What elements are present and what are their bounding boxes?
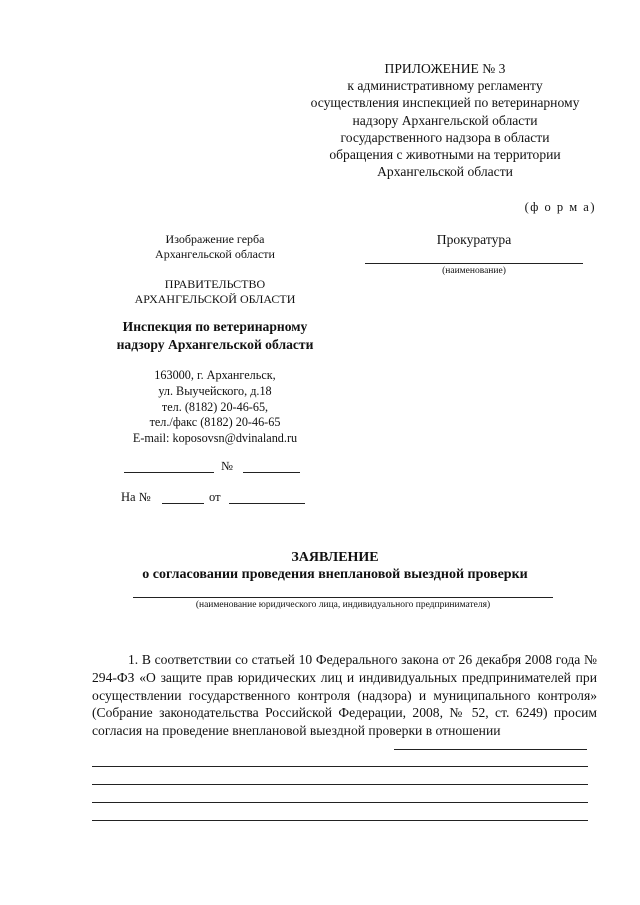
statement-paragraph — [92, 651, 597, 740]
form-label: (ф о р м а) — [524, 200, 596, 214]
inspection-line: Инспекция по ветеринарному — [122, 319, 308, 334]
reply-from-label: от — [209, 490, 221, 504]
government-line: АРХАНГЕЛЬСКОЙ ОБЛАСТИ — [134, 292, 296, 306]
coat-of-arms-line: Архангельской области — [155, 247, 275, 261]
entity-name-line[interactable] — [133, 597, 553, 598]
fill-line[interactable] — [92, 820, 588, 821]
email-line: E-mail: koposovsn@dvinaland.ru — [132, 431, 298, 446]
paragraph-text: 1. В соответствии со статьей 10 Федерального закона от 26 декабря 2008 года № 294-ФЗ «О защите прав юридических лиц и индивидуальных предпринимателей при осуществлении государственного контроля (надзора) и муниципального контроля» (Собрание законодательства Российской Федерации, 2008, № 52, ст. 6249) просим согласия на проведение внеплановой выездной проверки в отношении — [92, 652, 597, 739]
coat-of-arms-line: Изображение герба — [165, 232, 265, 246]
outgoing-date-blank[interactable] — [124, 472, 214, 473]
fill-line[interactable] — [92, 784, 588, 785]
address-line: тел./факс (8182) 20-46-65 — [149, 415, 281, 430]
appendix-title: ПРИЛОЖЕНИЕ № 3 — [384, 61, 506, 76]
appendix-line: Архангельской области — [377, 164, 513, 180]
government-line: ПРАВИТЕЛЬСТВО — [164, 277, 266, 291]
fill-line[interactable] — [92, 802, 588, 803]
appendix-line: обращения с животными на территории — [329, 147, 561, 163]
outgoing-number-blank[interactable] — [243, 472, 300, 473]
reply-date-blank[interactable] — [229, 503, 305, 504]
appendix-line: государственного надзора в области — [340, 129, 550, 145]
recipient-caption: (наименование) — [442, 266, 506, 276]
recipient-name: Прокуратура — [436, 232, 512, 247]
appendix-header — [290, 60, 600, 180]
statement-title: ЗАЯВЛЕНИЕ — [291, 550, 379, 565]
appendix-line: надзору Архангельской области — [352, 112, 538, 128]
sender-address — [95, 368, 335, 447]
appendix-line: осуществления инспекцией по ветеринарному — [310, 95, 580, 111]
recipient-line[interactable] — [365, 263, 583, 264]
fill-line[interactable] — [92, 766, 588, 767]
inspection-target-blank[interactable] — [394, 749, 587, 750]
reply-number-blank[interactable] — [162, 503, 204, 504]
inspection-line: надзору Архангельской области — [116, 337, 314, 352]
entity-name-caption: (наименование юридического лица, индивидуального предпринимателя) — [195, 600, 491, 610]
appendix-line: к административному регламенту — [347, 78, 543, 94]
address-line: ул. Выучейского, д.18 — [158, 383, 272, 398]
number-sign: № — [221, 459, 233, 473]
address-line: тел. (8182) 20-46-65, — [161, 399, 269, 414]
address-line: 163000, г. Архангельск, — [154, 368, 276, 382]
reply-number-label: На № — [121, 490, 151, 504]
coat-of-arms-placeholder — [95, 232, 335, 262]
statement-subtitle: о согласовании проведения внеплановой выездной проверки — [142, 567, 528, 582]
government-name — [95, 277, 335, 307]
inspection-name — [95, 318, 335, 354]
